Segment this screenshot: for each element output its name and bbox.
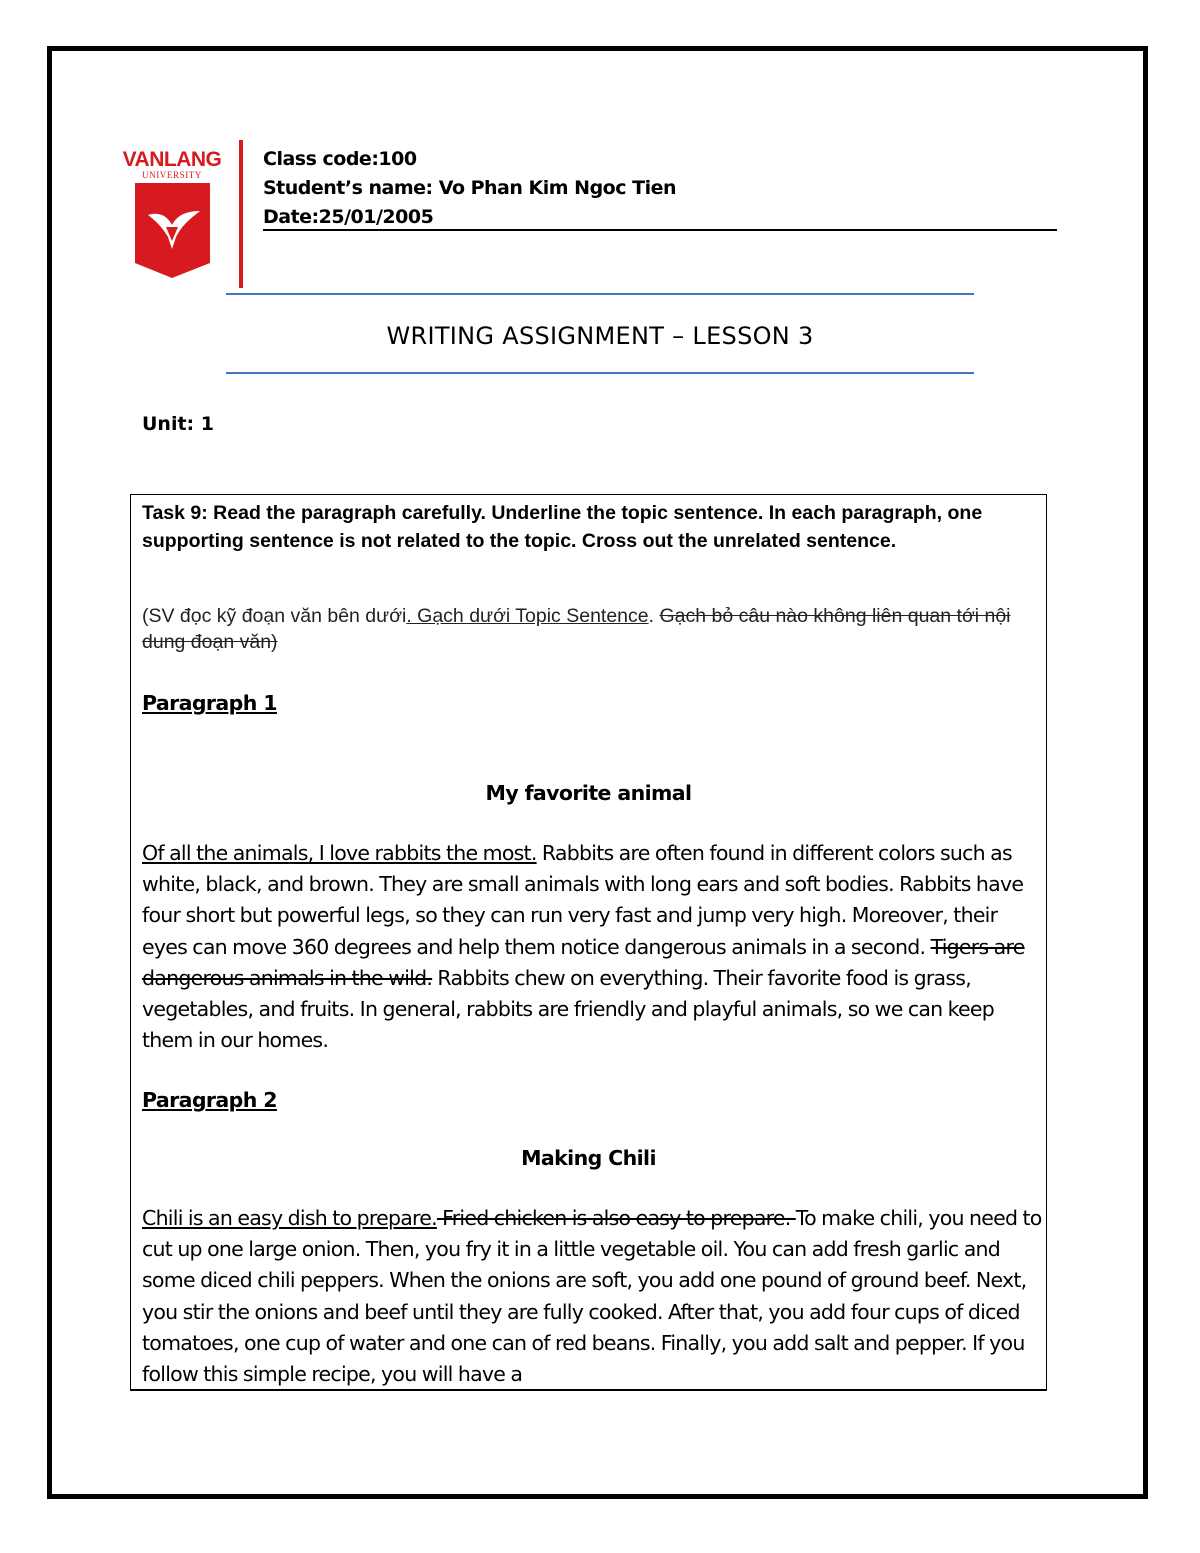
logo-divider [239,140,243,288]
paragraph1-body-part2: Rabbits chew on everything. Their favorite food is grass, vegetables, and fruits. In general, rabbits are friendly and playful animals, so we can keep them in our homes. [142,965,995,1053]
task-instruction: Task 9: Read the paragraph carefully. Underline the topic sentence. In each paragraph, one supporting sentence is not related to the topic. Cross out the unrelated sentence. [142,502,983,552]
title-top-rule [226,293,974,295]
paragraph2-crossed-sentence: Fried chicken is also easy to prepare. [436,1206,796,1230]
paragraph2-body-text: To make chili, you need to cut up one large onion. Then, you fry it in a little vegetable oil. You can add fresh garlic and some diced chili peppers. When the onions are soft, you add one pound of ground beef. Next, you stir the onions and beef until they are fully cooked. After that, you add four cups of diced tomatoes, one cup of water and one can of red beans. Finally, you add salt and pepper. If you follow this simple recipe, you will have a [142,1206,1042,1387]
vn-sep: . [648,605,660,627]
student-name: Student’s name: Vo Phan Kim Ngoc Tien [263,177,676,199]
paragraph1-title: My favorite animal [485,781,692,805]
vn-underline: . Gạch dưới Topic Sentence [406,605,649,627]
logo-name: VANLANG [122,148,222,171]
paragraph2-body [142,1203,1042,1390]
title-bottom-rule [226,372,974,374]
paragraph1-label: Paragraph 1 [142,691,277,715]
page-title: WRITING ASSIGNMENT – LESSON 3 [386,322,814,350]
paragraph2-label: Paragraph 2 [142,1088,277,1112]
paragraph2-topic-sentence: Chili is an easy dish to prepare. [142,1206,437,1230]
vietnamese-instruction [142,603,1032,655]
paragraph1-body-part1: Rabbits are often found in different colors such as white, black, and brown. They are small animals with long ears and soft bodies. Rabbits have four short but powerful legs, so they can run very fast and jump very high. Moreover, their eyes can move 360 degrees and help them notice dangerous animals in a second. [142,841,1024,959]
vn-strike: Gạch bỏ câu nào không liên quan tới nội dung đoạn văn) [142,605,1011,653]
header-rule [263,229,1057,231]
paragraph2-title: Making Chili [521,1146,656,1170]
task-box-bottom-border [130,1389,1047,1391]
vn-intro: (SV đọc kỹ đoạn văn bên dưới [142,605,407,627]
logo-subtitle: UNIVERSITY [142,170,202,180]
unit-label: Unit: 1 [142,413,214,435]
class-code: Class code:100 [263,148,417,170]
task-box [130,494,1047,1391]
paragraph1-topic-sentence: Of all the animals, I love rabbits the most. [142,841,537,865]
paragraph1-body [142,838,1042,1056]
header-info [263,145,676,232]
university-logo [110,145,235,285]
date: Date:25/01/2005 [263,206,434,228]
paragraph1-crossed-sentence: Tigers are dangerous animals in the wild. [142,934,1025,990]
